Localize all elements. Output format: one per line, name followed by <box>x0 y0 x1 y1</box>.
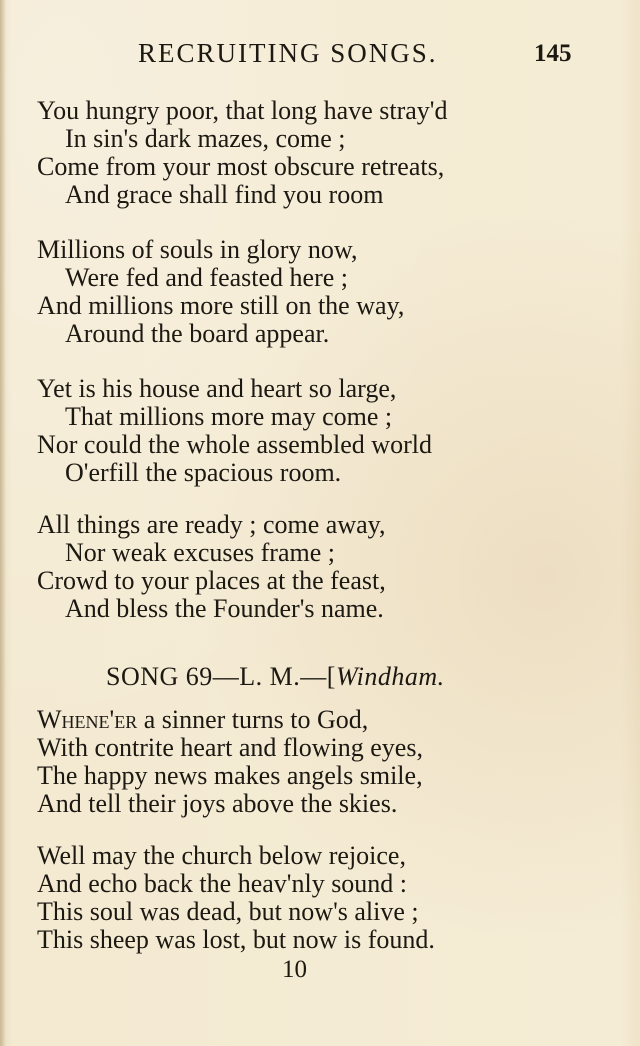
verse-line: Well may the church below rejoice, <box>37 841 406 870</box>
verse-line: Around the board appear. <box>65 319 330 348</box>
verse-line: And tell their joys above the skies. <box>37 789 398 818</box>
verse-line: Yet is his house and heart so large, <box>37 374 397 403</box>
verse-line: Crowd to your places at the feast, <box>37 566 386 595</box>
signature-mark: 10 <box>282 956 307 983</box>
running-title: RECRUITING SONGS. <box>138 38 438 68</box>
verse-line: Millions of souls in glory now, <box>37 235 358 264</box>
song-heading-prefix: SONG 69—L. M.—[ <box>106 662 336 691</box>
verse-line: That millions more may come ; <box>65 402 393 431</box>
page-header <box>0 38 640 78</box>
tune-name: Windham. <box>335 662 445 691</box>
verse-line: O'erfill the spacious room. <box>65 458 342 487</box>
verse-line-rest: a sinner turns to God, <box>143 705 369 734</box>
verse-line: All things are ready ; come away, <box>37 510 386 539</box>
verse-line: And echo back the heav'nly sound : <box>37 869 408 898</box>
verse-line: Nor could the whole assembled world <box>37 430 432 459</box>
verse-line: Come from your most obscure retreats, <box>37 152 445 181</box>
verse-line: Were fed and feasted here ; <box>65 263 349 292</box>
verse-line-first <box>37 706 368 734</box>
page-gutter-shadow <box>0 0 6 1046</box>
verse-line: And millions more still on the way, <box>37 291 405 320</box>
first-word: Whene'er <box>37 705 138 734</box>
verse-line: The happy news makes angels smile, <box>37 761 423 790</box>
verse-line: With contrite heart and flowing eyes, <box>37 733 423 762</box>
verse-line: This sheep was lost, but now is found. <box>37 925 435 954</box>
page-number: 145 <box>534 40 572 67</box>
verse-line: In sin's dark mazes, come ; <box>65 124 346 153</box>
verse-line: Nor weak excuses frame ; <box>65 538 335 567</box>
verse-line: And bless the Founder's name. <box>65 594 384 623</box>
verse-line: And grace shall find you room <box>65 180 384 209</box>
verse-line: You hungry poor, that long have stray'd <box>37 96 448 125</box>
song-heading <box>106 662 445 692</box>
verse-line: This soul was dead, but now's alive ; <box>37 897 419 926</box>
